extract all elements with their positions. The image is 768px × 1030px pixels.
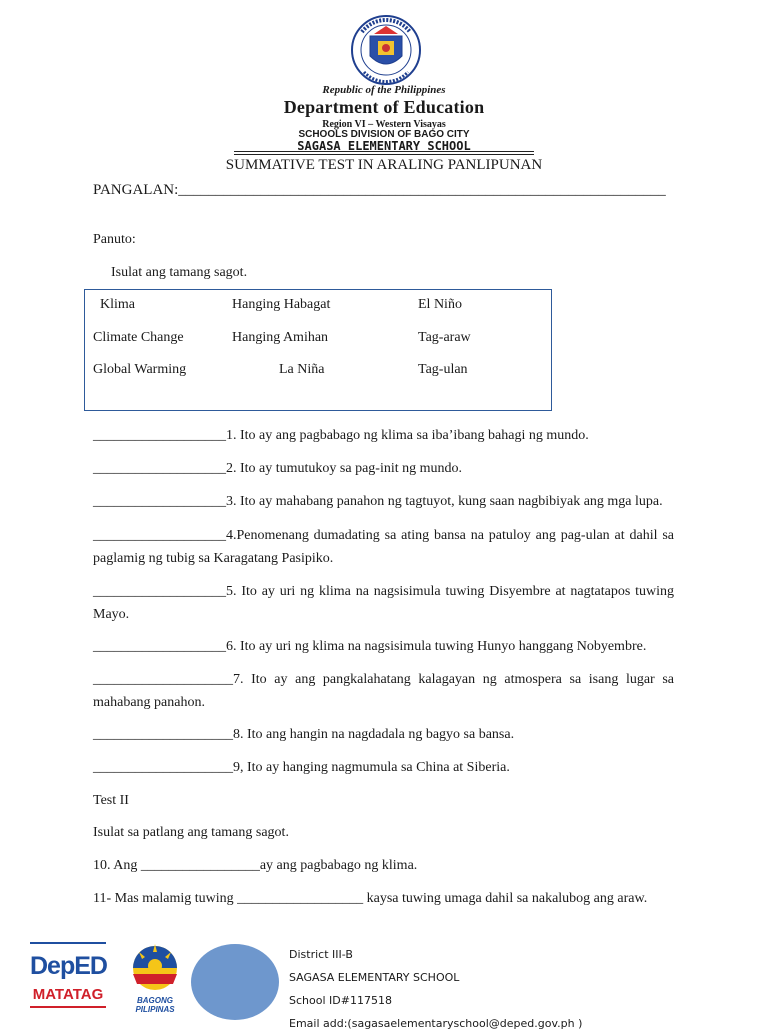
question-item: ___________________3. Ito ay mahabang panahon ng tagtuyot, kung saan nagbibiyak ang mga lupa. [93,494,663,509]
question-item: ___________________4.Penomenang dumadating sa ating bansa na patuloy ang pag-ulan at dahil sa paglamig ng tubig sa Karagatang Pasipiko. [93,528,674,566]
panuto-label: Panuto: [93,232,136,247]
name-field: PANGALAN:_________________________________________________________________ [93,182,666,198]
word-bank-item: Hanging Habagat [232,297,331,312]
word-bank-item: La Niña [279,362,325,377]
question-item: ___________________6. Ito ay uri ng klima na nagsisimula tuwing Hunyo hanggang Nobyembre. [93,639,647,654]
word-bank-item: Klima [100,297,135,312]
word-bank-item: Global Warming [93,362,187,377]
republic-heading: Republic of the Philippines [322,84,446,96]
question-item: ___________________1. Ito ay ang pagbabago ng klima sa iba’ibang bahagi ng mundo. [93,428,589,443]
footer-school: SAGASA ELEMENTARY SCHOOL [289,971,460,984]
question-item: ____________________9, Ito ay hanging nagmumula sa China at Siberia. [93,760,510,775]
school-logo-placeholder [191,944,279,1020]
footer-school-id: School ID#117518 [289,994,392,1007]
header-rule [234,151,534,152]
division-heading: SCHOOLS DIVISION OF BAGO CITY [298,129,470,140]
word-bank-item: Hanging Amihan [232,330,329,345]
question-item: ___________________5. Ito ay uri ng klima na nagsisimula tuwing Disyembre at nagtatapos tuwing Mayo. [93,584,674,622]
question-item: ___________________2. Ito ay tumutukoy sa pag-init ng mundo. [93,461,463,476]
question-item: 11- Mas malamig tuwing __________________ kaysa tuwing umaga dahil sa nakalubog ang araw. [93,891,648,906]
matatag-text: MATATAG [32,986,104,1003]
instruction: Isulat sa patlang ang tamang sagot. [93,825,289,840]
school-heading: SAGASA ELEMENTARY SCHOOL [297,139,471,153]
test-title: SUMMATIVE TEST IN ARALING PANLIPUNAN [225,157,543,173]
deped-seal-logo [340,14,432,86]
region-heading: Region VI – Western Visayas [322,119,446,130]
department-heading: Department of Education [283,97,485,117]
word-bank-item: Tag-ulan [418,362,468,377]
header-rule [234,154,534,155]
bagong-pilipinas-emblem-icon [127,940,183,994]
question-item: ____________________8. Ito ang hangin na nagdadala ng bagyo sa bansa. [93,727,515,742]
bagong-pilipinas-logo [117,940,193,1014]
deped-matatag-logo [30,942,106,1012]
word-bank-item: El Niño [418,297,462,312]
test2-label: Test II [93,793,129,808]
instruction: Isulat ang tamang sagot. [111,265,248,280]
question-item: 10. Ang _________________ay ang pagbabago ng klima. [93,858,418,873]
footer-email: Email add:(sagasaelementaryschool@deped.gov.ph ) [289,1017,583,1030]
question-item: ____________________7. Ito ay ang pangkalahatang kalagayan ng atmospera sa isang lugar sa mahabang panahon. [93,672,674,710]
footer-district: District III-B [289,948,353,961]
word-bank-item: Climate Change [93,330,184,345]
bagong-pilipinas-text: BAGONG PILIPINAS [135,996,175,1014]
deped-logo-text: DepED [30,952,107,980]
word-bank-item: Tag-araw [418,330,471,345]
